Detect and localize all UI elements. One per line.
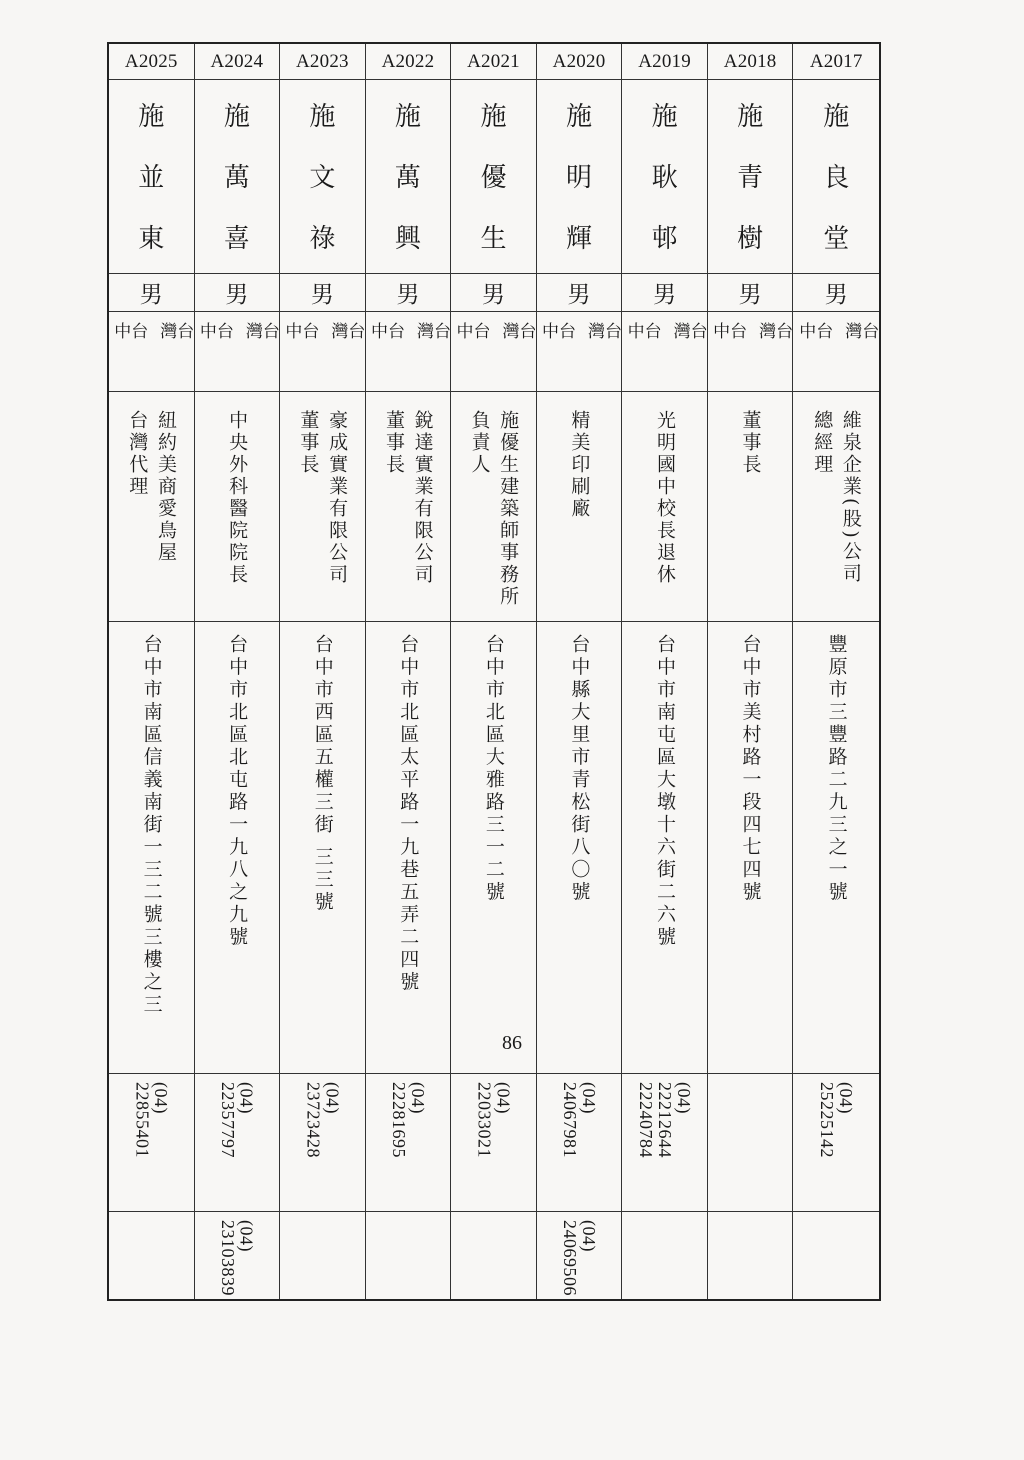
name-character: 祿 [309,223,336,254]
member-gender: 男 [109,274,195,312]
name-character: 良 [823,162,850,193]
member-occupation [622,392,708,622]
origin-line: 台中 [623,322,661,358]
member-code: A2018 [708,44,794,80]
phone-line: (04) [236,1220,257,1252]
member-name [451,80,537,274]
member-occupation [109,392,195,622]
member-gender: 男 [537,274,623,312]
member-register-table [107,42,881,1301]
origin-line: 台中 [195,322,233,358]
address-text: 台中市北區太平路一九巷五弄二四號 [397,634,420,994]
member-occupation [280,392,366,622]
origin-line: 台中 [281,322,319,358]
phone-line: (04) [407,1082,428,1114]
phone-line: (04) [493,1082,514,1114]
origin-line: 台灣 [584,322,622,358]
member-gender: 男 [195,274,281,312]
member-name [109,80,195,274]
member-origin [708,312,794,392]
phone-line: (04) [322,1082,343,1114]
origin-line: 台灣 [412,322,450,358]
member-address [622,622,708,1074]
origin-line: 台中 [795,322,833,358]
address-text: 台中縣大里市青松街八〇號 [568,634,591,904]
occupation-line: 負責人 [468,410,491,476]
occupation-line: 光明國中校長退休 [653,410,676,586]
name-character: 並 [138,162,165,193]
phone-line: (04) [673,1082,694,1114]
member-code: A2025 [109,44,195,80]
address-text: 台中市南屯區大墩十六街二六號 [653,634,676,949]
origin-line: 台灣 [669,322,707,358]
member-origin [366,312,452,392]
occupation-line: 豪成實業有限公司 [326,410,349,586]
member-code: A2017 [793,44,879,80]
member-code: A2019 [622,44,708,80]
name-character: 東 [138,223,165,254]
name-character: 優 [480,162,507,193]
name-character: 耿 [651,162,678,193]
member-phone-secondary [109,1212,195,1299]
origin-line: 台灣 [327,322,365,358]
member-gender: 男 [708,274,794,312]
member-origin [537,312,623,392]
occupation-line: 總經理 [811,410,834,476]
member-name [793,80,879,274]
name-character: 堂 [823,223,850,254]
member-phone-secondary [451,1212,537,1299]
occupation-line: 施優生建築師事務所 [497,410,520,608]
member-gender: 男 [622,274,708,312]
name-character: 明 [566,162,593,193]
address-text: 台中市西區五權三街 三三號 [311,634,334,914]
member-occupation [793,392,879,622]
member-phone-secondary [195,1212,281,1299]
name-character: 文 [309,162,336,193]
member-origin [109,312,195,392]
phone-line: 23723428 [303,1082,324,1158]
member-phone [451,1074,537,1212]
name-character: 青 [737,162,764,193]
phone-line: (04) [151,1082,172,1114]
member-name [537,80,623,274]
member-origin [280,312,366,392]
member-origin [622,312,708,392]
member-origin [451,312,537,392]
occupation-line: 台灣代理 [126,410,149,498]
page-number: 86 [502,1032,522,1054]
member-address [280,622,366,1074]
member-address [793,622,879,1074]
member-phone [793,1074,879,1212]
name-character: 施 [223,101,250,132]
name-character: 施 [309,101,336,132]
occupation-line: 董事長 [382,410,405,476]
origin-line: 台中 [110,322,148,358]
occupation-line: 精美印刷廠 [568,410,591,520]
phone-line: 22240784 [636,1082,657,1158]
name-character: 興 [394,223,421,254]
origin-line: 台灣 [841,322,879,358]
member-phone-secondary [366,1212,452,1299]
member-phone [195,1074,281,1212]
name-character: 施 [394,101,421,132]
member-phone-secondary [708,1212,794,1299]
phone-line: 22281695 [388,1082,409,1158]
member-phone [537,1074,623,1212]
address-text: 豐原市三豐路二九三之一號 [825,634,848,904]
occupation-line: 董事長 [739,410,762,476]
member-occupation [708,392,794,622]
member-gender: 男 [366,274,452,312]
phone-line: (04) [236,1082,257,1114]
phone-line: 23103839 [217,1220,238,1296]
member-origin [195,312,281,392]
occupation-line: 銳達實業有限公司 [411,410,434,586]
member-address [366,622,452,1074]
occupation-line: 中央外科醫院院長 [226,410,249,586]
member-code: A2023 [280,44,366,80]
name-character: 萬 [223,162,250,193]
member-occupation [537,392,623,622]
origin-line: 台中 [538,322,576,358]
address-text: 台中市美村路一段四七四號 [739,634,762,904]
member-code: A2024 [195,44,281,80]
origin-line: 台中 [366,322,404,358]
member-phone-secondary [793,1212,879,1299]
member-occupation [451,392,537,622]
member-address [451,622,537,1074]
member-origin [793,312,879,392]
member-phone [708,1074,794,1212]
member-phone [622,1074,708,1212]
phone-line: 24069506 [560,1220,581,1296]
phone-line: 22033021 [474,1082,495,1158]
phone-line: (04) [578,1082,599,1114]
origin-line: 台灣 [156,322,194,358]
phone-line: 24067981 [560,1082,581,1158]
phone-line: (04) [578,1220,599,1252]
member-code: A2020 [537,44,623,80]
member-occupation [195,392,281,622]
phone-line: 22855401 [132,1082,153,1158]
member-name [280,80,366,274]
member-phone [280,1074,366,1212]
address-text: 台中市南區信義南街一三二號三樓之三 [140,634,163,1017]
member-phone-secondary [622,1212,708,1299]
occupation-line: 紐約美商愛鳥屋 [154,410,177,564]
origin-line: 台灣 [498,322,536,358]
member-phone [366,1074,452,1212]
name-character: 施 [566,101,593,132]
origin-line: 台灣 [755,322,793,358]
member-occupation [366,392,452,622]
member-address [708,622,794,1074]
name-character: 輝 [566,223,593,254]
phone-line: 22212644 [655,1082,676,1158]
origin-line: 台中 [452,322,490,358]
phone-line: 22357797 [217,1082,238,1158]
occupation-line: 董事長 [297,410,320,476]
member-address [195,622,281,1074]
occupation-line: 維泉企業(股)公司 [839,410,862,585]
member-name [195,80,281,274]
phone-line: 25225142 [817,1082,838,1158]
name-character: 施 [480,101,507,132]
member-address [537,622,623,1074]
member-name [622,80,708,274]
name-character: 萬 [394,162,421,193]
address-text: 台中市北區北屯路一九八之九號 [226,634,249,949]
member-name [708,80,794,274]
name-character: 施 [138,101,165,132]
member-name [366,80,452,274]
origin-line: 台灣 [241,322,279,358]
name-character: 施 [823,101,850,132]
member-gender: 男 [451,274,537,312]
name-character: 施 [651,101,678,132]
member-code: A2022 [366,44,452,80]
name-character: 生 [480,223,507,254]
address-text: 台中市北區大雅路三一二號 [482,634,505,904]
member-gender: 男 [793,274,879,312]
member-phone-secondary [280,1212,366,1299]
member-address [109,622,195,1074]
name-character: 施 [737,101,764,132]
name-character: 喜 [223,223,250,254]
name-character: 邨 [651,223,678,254]
name-character: 樹 [737,223,764,254]
origin-line: 台中 [709,322,747,358]
member-phone-secondary [537,1212,623,1299]
phone-line: (04) [836,1082,857,1114]
member-gender: 男 [280,274,366,312]
member-code: A2021 [451,44,537,80]
member-phone [109,1074,195,1212]
